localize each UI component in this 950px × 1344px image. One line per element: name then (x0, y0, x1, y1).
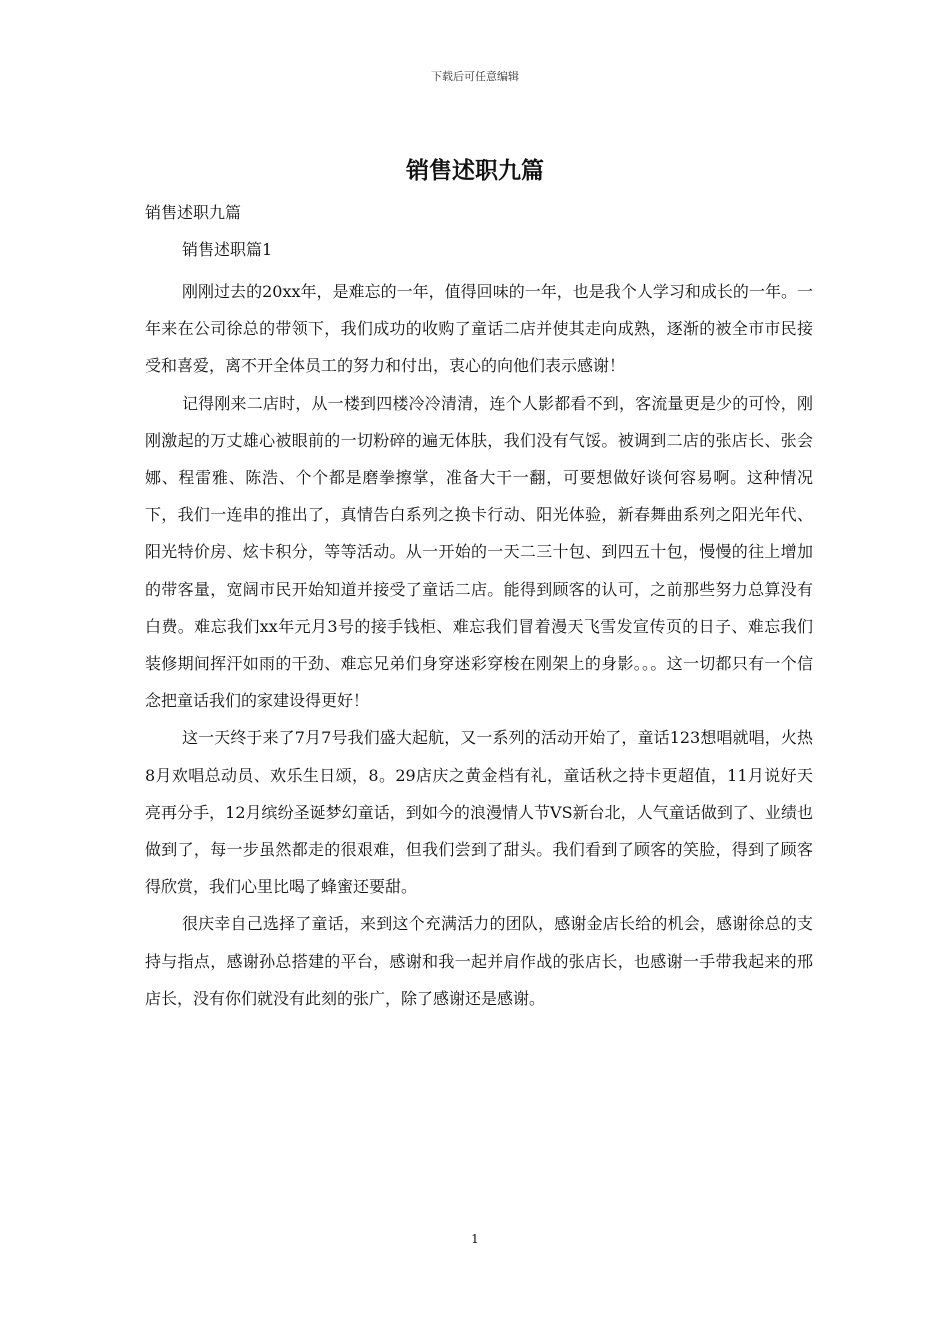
header-note: 下载后可任意编辑 (431, 70, 519, 83)
section-heading: 销售述职篇1 (182, 240, 273, 259)
paragraph: 很庆幸自己选择了童话，来到这个充满活力的团队，感谢金店长给的机会，感谢徐总的支持与指点，感谢孙总搭建的平台，感谢和我一起并肩作战的张店长，也感谢一手带我起来的邢店长，没有你们就没有此刻的张广，除了感谢还是感谢。 (145, 914, 813, 1008)
document-body (145, 199, 813, 1017)
paragraph: 刚刚过去的20xx年，是难忘的一年，值得回味的一年，也是我个人学习和成长的一年。一年来在公司徐总的带领下，我们成功的收购了童话二店并使其走向成熟，逐渐的被全市市民接受和喜爱，离不开全体员工的努力和付出，衷心的向他们表示感谢！ (145, 282, 813, 376)
paragraph: 这一天终于来了7月7号我们盛大起航，又一系列的活动开始了，童话123想唱就唱，火热8月欢唱总动员、欢乐生日颂，8。29店庆之黄金档有礼，童话秋之持卡更超值，11月说好天亮再分手，12月缤纷圣诞梦幻童话，到如今的浪漫情人节VS新台北，人气童话做到了、业绩也做到了，每一步虽然都走的很艰难，但我们尝到了甜头。我们看到了顾客的笑脸，得到了顾客得欣赏，我们心里比喝了蜂蜜还要甜。 (145, 728, 813, 897)
document-subtitle: 销售述职九篇 (145, 203, 242, 222)
document-title: 销售述职九篇 (406, 158, 544, 184)
page-number: 1 (471, 1232, 479, 1246)
paragraph: 记得刚来二店时，从一楼到四楼冷冷清清，连个人影都看不到，客流量更是少的可怜，刚刚激起的万丈雄心被眼前的一切粉碎的遍无体肤，我们没有气馁。被调到二店的张店长、张会娜、程雷雅、陈浩、个个都是磨拳擦掌，准备大干一翻，可要想做好谈何容易啊。这种情况下，我们一连串的推出了，真情告白系列之换卡行动、阳光体验，新春舞曲系列之阳光年代、阳光特价房、炫卡积分，等等活动。从一开始的一天二三十包、到四五十包，慢慢的往上增加的带客量，宽阔市民开始知道并接受了童话二店。能得到顾客的认可，之前那些努力总算没有白费。难忘我们xx年元月3号的接手钱柜、难忘我们冒着漫天飞雪发宣传页的日子、难忘我们装修期间挥汗如雨的干劲、难忘兄弟们身穿迷彩穿梭在刚架上的身影。。。这一切都只有一个信念把童话我们的家建设得更好！ (145, 393, 813, 711)
